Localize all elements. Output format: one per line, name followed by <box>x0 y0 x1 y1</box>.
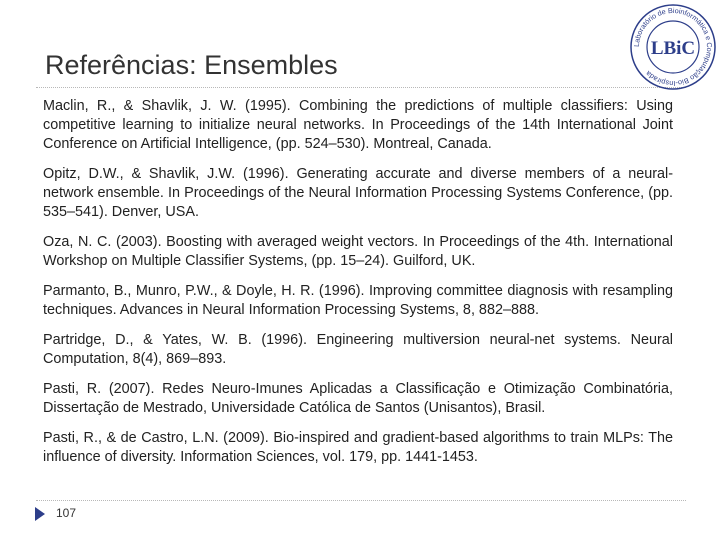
lbic-logo <box>628 2 718 92</box>
reference-item: Pasti, R. (2007). Redes Neuro-Imunes Aplicadas a Classificação e Otimização Combinatória, Dissertação de Mestrado, Universidade Católica de Santos (Unisantos), Brasil. <box>43 381 673 416</box>
reference-item: Maclin, R., & Shavlik, J. W. (1995). Combining the predictions of multiple classifiers: Using competitive learning to initialize neural networks. In Proceedings of the 14th International Joint Conference on Artificial Intelligence, (pp. 524–530). Montreal, Canada. <box>43 98 673 152</box>
reference-item: Opitz, D.W., & Shavlik, J.W. (1996). Generating accurate and diverse members of a neural-network ensemble. In Proceedings of the Neural Information Processing Systems Conference, (pp. 535–541). Denver, USA. <box>43 166 673 220</box>
reference-item: Pasti, R., & de Castro, L.N. (2009). Bio-inspired and gradient-based algorithms to train MLPs: The influence of diversity. Information Sciences, vol. 179, pp. 1441-1453. <box>43 430 673 465</box>
slide-title: Referências: Ensembles <box>45 50 338 80</box>
footer-divider <box>36 500 686 501</box>
logo-ring-text: Laboratório de Bioinformática e Computação Bio-Inspirada <box>631 5 715 89</box>
reference-item: Oza, N. C. (2003). Boosting with averaged weight vectors. In Proceedings of the 4th. International Workshop on Multiple Classifier Systems, (pp. 15–24). Guilford, UK. <box>43 234 673 269</box>
footer-arrow-icon <box>35 507 45 521</box>
reference-item: Parmanto, B., Munro, P.W., & Doyle, H. R. (1996). Improving committee diagnosis with resampling techniques. Advances in Neural Information Processing Systems, 8, 882–888. <box>43 283 673 318</box>
title-divider <box>36 87 686 88</box>
logo-text: LBiC <box>650 38 696 59</box>
reference-item: Partridge, D., & Yates, W. B. (1996). Engineering multiversion neural-net systems. Neural Computation, 8(4), 869–893. <box>43 332 673 367</box>
page-number: 107 <box>56 506 77 520</box>
reference-list <box>43 97 673 478</box>
